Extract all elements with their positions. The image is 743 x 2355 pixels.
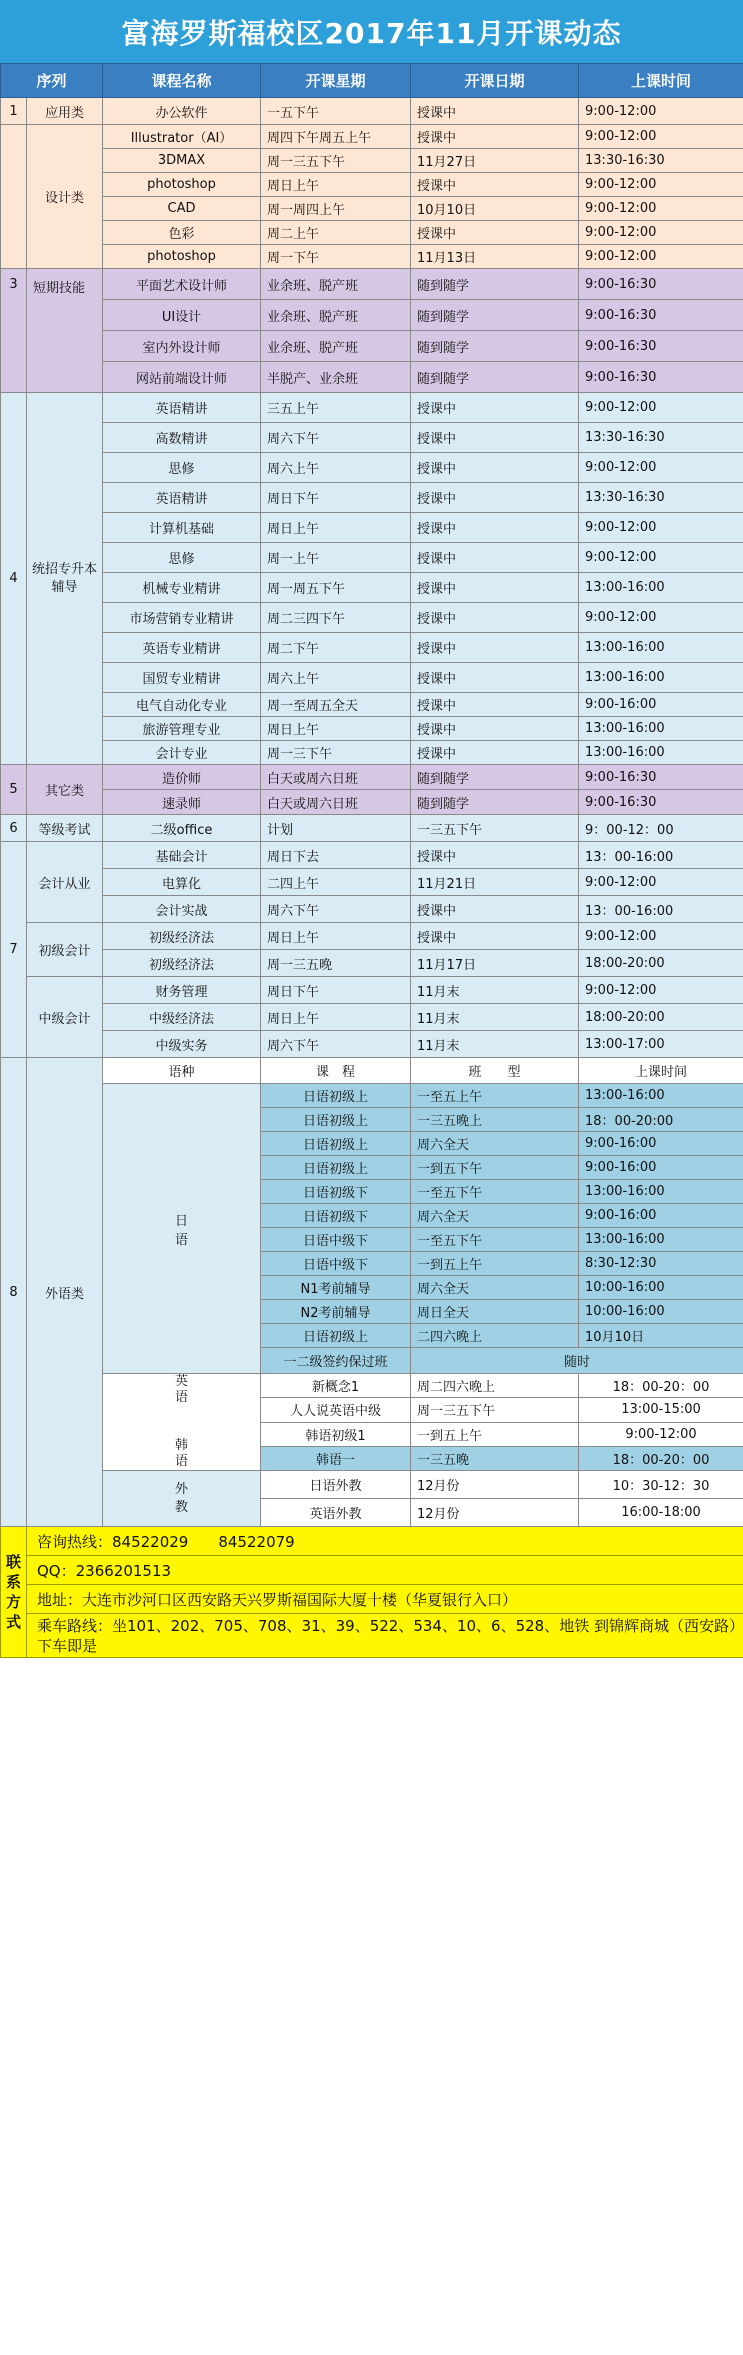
course-date: 10月10日 <box>411 197 579 221</box>
course-week: 周日上午 <box>261 1004 411 1031</box>
course-name: 日语初级下 <box>261 1204 411 1228</box>
course-date: 11月27日 <box>411 149 579 173</box>
section-number: 3 <box>1 269 27 393</box>
course-week: 周六全天 <box>411 1204 579 1228</box>
course-name: 二级office <box>103 815 261 842</box>
course-week: 周日下午 <box>261 483 411 513</box>
contact-bus-route: 乘车路线：坐101、202、705、708、31、39、522、534、10、6、528、地铁 到锦辉商城（西安路）下车即是 <box>27 1614 743 1658</box>
course-time: 9:00-12:00 <box>579 603 743 633</box>
course-week: 周四下午周五上午 <box>261 125 411 149</box>
table-row <box>1 923 743 950</box>
course-date: 随到随学 <box>411 269 579 300</box>
table-row <box>1 1058 743 1084</box>
course-time: 9:00-12:00 <box>579 543 743 573</box>
table-row <box>1 393 743 423</box>
table-row <box>1 453 743 483</box>
header-cell: 开课日期 <box>411 64 579 98</box>
course-week: 周日上午 <box>261 717 411 741</box>
course-time: 13:00-15:00 <box>579 1398 743 1422</box>
page-title: 富海罗斯福校区2017年11月开课动态 <box>0 0 743 63</box>
table-row <box>1 869 743 896</box>
table-row <box>1 423 743 453</box>
course-name: 会计实战 <box>103 896 261 923</box>
course-date: 授课中 <box>411 393 579 423</box>
section-number: 4 <box>1 393 27 765</box>
table-row <box>1 717 743 741</box>
course-week: 周二下午 <box>261 633 411 663</box>
table-row <box>1 790 743 815</box>
course-date: 随到随学 <box>411 300 579 331</box>
course-name: 财务管理 <box>103 977 261 1004</box>
course-time: 13：00-16:00 <box>579 842 743 869</box>
course-date: 11月17日 <box>411 950 579 977</box>
course-date: 授课中 <box>411 483 579 513</box>
course-week: 周六全天 <box>411 1132 579 1156</box>
course-week: 一三五晚 <box>411 1446 579 1470</box>
table-row <box>1 149 743 173</box>
course-date: 授课中 <box>411 221 579 245</box>
table-row <box>1 1031 743 1058</box>
course-time: 18：00-20:00 <box>579 1108 743 1132</box>
table-row <box>1 1374 743 1398</box>
course-date: 授课中 <box>411 543 579 573</box>
course-time: 13:00-16:00 <box>579 633 743 663</box>
section-category: 外语类 <box>27 1058 103 1527</box>
contact-qq: QQ：2366201513 <box>27 1556 743 1585</box>
table-row <box>1 98 743 125</box>
contact-row <box>1 1614 743 1658</box>
course-week: 周日下午 <box>261 977 411 1004</box>
contact-row <box>1 1527 743 1556</box>
course-time: 18：00-20：00 <box>579 1374 743 1398</box>
course-date: 授课中 <box>411 717 579 741</box>
subheader-cell: 课 程 <box>261 1058 411 1084</box>
table-row <box>1 221 743 245</box>
course-name: N1考前辅导 <box>261 1276 411 1300</box>
section-category: 应用类 <box>27 98 103 125</box>
course-time: 13:30-16:30 <box>579 423 743 453</box>
course-week: 一五下午 <box>261 98 411 125</box>
section-category: 统招专升本辅导 <box>27 393 103 765</box>
course-name: 英语精讲 <box>103 483 261 513</box>
course-time: 9:00-16:30 <box>579 300 743 331</box>
table-row <box>1 362 743 393</box>
table-row <box>1 1471 743 1499</box>
course-date: 11月21日 <box>411 869 579 896</box>
section-number: 1 <box>1 98 27 125</box>
course-time: 16:00-18:00 <box>579 1499 743 1527</box>
course-time: 9:00-12:00 <box>579 513 743 543</box>
course-name: 日语初级上 <box>261 1108 411 1132</box>
course-time: 13:30-16:30 <box>579 149 743 173</box>
contact-address: 地址：大连市沙河口区西安路天兴罗斯福国际大厦十楼（华夏银行入口） <box>27 1585 743 1614</box>
course-week: 半脱产、业余班 <box>261 362 411 393</box>
course-week: 周二三四下午 <box>261 603 411 633</box>
course-name: 机械专业精讲 <box>103 573 261 603</box>
course-time: 13：00-16:00 <box>579 896 743 923</box>
course-name: 网站前端设计师 <box>103 362 261 393</box>
table-row <box>1 197 743 221</box>
course-week: 二四上午 <box>261 869 411 896</box>
language-label: 外 教 <box>103 1471 261 1527</box>
course-time: 9:00-12:00 <box>579 197 743 221</box>
course-name: 国贸专业精讲 <box>103 663 261 693</box>
course-time: 13:00-16:00 <box>579 1180 743 1204</box>
course-date: 授课中 <box>411 693 579 717</box>
course-name: 初级经济法 <box>103 950 261 977</box>
course-date: 授课中 <box>411 173 579 197</box>
course-time: 13:00-16:00 <box>579 717 743 741</box>
course-name: 室内外设计师 <box>103 331 261 362</box>
course-time: 9:00-16:30 <box>579 269 743 300</box>
table-row <box>1 543 743 573</box>
course-time: 18：00-20：00 <box>579 1446 743 1470</box>
table-row <box>1 269 743 300</box>
course-week: 一到五上午 <box>411 1422 579 1446</box>
table-row <box>1 633 743 663</box>
course-name: 英语精讲 <box>103 393 261 423</box>
table-row <box>1 765 743 790</box>
table-row <box>1 1004 743 1031</box>
course-time: 9:00-12:00 <box>579 1422 743 1446</box>
course-time: 9:00-16:00 <box>579 1204 743 1228</box>
course-name: 英语外教 <box>261 1499 411 1527</box>
course-week: 周日上午 <box>261 923 411 950</box>
course-date: 11月末 <box>411 1031 579 1058</box>
course-date: 一三五下午 <box>411 815 579 842</box>
section-category: 设计类 <box>27 125 103 269</box>
table-row <box>1 741 743 765</box>
contact-label: 联 系 方 式 <box>1 1527 27 1658</box>
table-row <box>1 245 743 269</box>
contact-row <box>1 1556 743 1585</box>
course-week: 业余班、脱产班 <box>261 269 411 300</box>
language-label: 日 语 <box>103 1084 261 1374</box>
course-date: 11月末 <box>411 977 579 1004</box>
course-name: 日语初级上 <box>261 1156 411 1180</box>
course-time: 9:00-12:00 <box>579 977 743 1004</box>
table-row <box>1 573 743 603</box>
course-name: 思修 <box>103 543 261 573</box>
course-date: 授课中 <box>411 125 579 149</box>
section-number: 6 <box>1 815 27 842</box>
course-week: 周一周五下午 <box>261 573 411 603</box>
course-time: 9:00-12:00 <box>579 245 743 269</box>
table-row <box>1 950 743 977</box>
course-time: 9:00-16:00 <box>579 1132 743 1156</box>
course-time: 9:00-12:00 <box>579 393 743 423</box>
course-name: 基础会计 <box>103 842 261 869</box>
section-category: 短期技能 <box>27 269 103 393</box>
subheader-cell: 上课时间 <box>579 1058 743 1084</box>
course-time: 9:00-12:00 <box>579 125 743 149</box>
course-time: 10:00-16:00 <box>579 1300 743 1324</box>
course-week: 一到五下午 <box>411 1156 579 1180</box>
course-time: 9：00-12：00 <box>579 815 743 842</box>
course-week: 一三五晚上 <box>411 1108 579 1132</box>
course-time: 13:00-16:00 <box>579 1084 743 1108</box>
course-week: 12月份 <box>411 1499 579 1527</box>
header-cell: 开课星期 <box>261 64 411 98</box>
course-date: 随到随学 <box>411 362 579 393</box>
table-row <box>1 1084 743 1108</box>
course-week: 周六下午 <box>261 423 411 453</box>
course-name: CAD <box>103 197 261 221</box>
course-name: 人人说英语中级 <box>261 1398 411 1422</box>
course-week: 12月份 <box>411 1471 579 1499</box>
table-row <box>1 815 743 842</box>
course-name: 3DMAX <box>103 149 261 173</box>
table-row <box>1 977 743 1004</box>
table-row <box>1 693 743 717</box>
section-number: 8 <box>1 1058 27 1527</box>
schedule-table <box>0 63 743 1658</box>
course-name: 日语中级下 <box>261 1228 411 1252</box>
course-week: 一到五上午 <box>411 1252 579 1276</box>
language-label: 英 语 韩 语 <box>103 1374 261 1471</box>
course-week: 周日上午 <box>261 513 411 543</box>
course-week: 业余班、脱产班 <box>261 331 411 362</box>
course-time: 9:00-12:00 <box>579 173 743 197</box>
course-name: 初级经济法 <box>103 923 261 950</box>
course-week: 周一上午 <box>261 543 411 573</box>
section-number: 5 <box>1 765 27 815</box>
course-week: 周六上午 <box>261 663 411 693</box>
course-time: 9:00-16:00 <box>579 693 743 717</box>
course-week: 周一周四上午 <box>261 197 411 221</box>
course-week: 一至五下午 <box>411 1228 579 1252</box>
course-name: 英语专业精讲 <box>103 633 261 663</box>
course-week: 周六上午 <box>261 453 411 483</box>
course-time: 13:00-16:00 <box>579 663 743 693</box>
course-week: 周一下午 <box>261 245 411 269</box>
course-date: 随到随学 <box>411 331 579 362</box>
course-time: 13:00-16:00 <box>579 573 743 603</box>
course-date: 11月13日 <box>411 245 579 269</box>
course-date: 随到随学 <box>411 790 579 815</box>
header-cell: 课程名称 <box>103 64 261 98</box>
course-week: 周二四六晚上 <box>411 1374 579 1398</box>
course-name: 韩语初级1 <box>261 1422 411 1446</box>
course-date: 授课中 <box>411 513 579 543</box>
course-date: 授课中 <box>411 98 579 125</box>
course-name: 会计专业 <box>103 741 261 765</box>
course-name: 日语初级下 <box>261 1180 411 1204</box>
course-time: 18:00-20:00 <box>579 1004 743 1031</box>
section-category: 中级会计 <box>27 977 103 1058</box>
course-name: 旅游管理专业 <box>103 717 261 741</box>
section-category: 等级考试 <box>27 815 103 842</box>
table-row <box>1 663 743 693</box>
course-time: 9:00-16:30 <box>579 362 743 393</box>
course-time: 13:00-17:00 <box>579 1031 743 1058</box>
course-name: 新概念1 <box>261 1374 411 1398</box>
course-date: 授课中 <box>411 573 579 603</box>
table-row <box>1 125 743 149</box>
course-time: 9:00-16:30 <box>579 331 743 362</box>
course-week: 周一三五下午 <box>261 149 411 173</box>
course-name: photoshop <box>103 245 261 269</box>
section-category: 其它类 <box>27 765 103 815</box>
course-time: 9:00-12:00 <box>579 98 743 125</box>
section-category: 会计从业 <box>27 842 103 923</box>
course-time: 9:00-12:00 <box>579 221 743 245</box>
course-time: 8:30-12:30 <box>579 1252 743 1276</box>
course-time: 18:00-20:00 <box>579 950 743 977</box>
course-date: 11月末 <box>411 1004 579 1031</box>
course-name: 一二级签约保过班 <box>261 1348 411 1374</box>
course-week: 周一至周五全天 <box>261 693 411 717</box>
table-row <box>1 896 743 923</box>
course-time: 随时 <box>411 1348 743 1374</box>
course-time: 9:00-12:00 <box>579 869 743 896</box>
course-date: 随到随学 <box>411 765 579 790</box>
course-week: 一至五上午 <box>411 1084 579 1108</box>
course-week: 三五上午 <box>261 393 411 423</box>
course-week: 周日下去 <box>261 842 411 869</box>
course-name: photoshop <box>103 173 261 197</box>
table-header-row <box>1 64 743 98</box>
course-time: 9:00-16:30 <box>579 790 743 815</box>
section-number: 7 <box>1 842 27 1058</box>
course-name: 色彩 <box>103 221 261 245</box>
course-name: 思修 <box>103 453 261 483</box>
header-cell: 上课时间 <box>579 64 743 98</box>
course-week: 二四六晚上 <box>411 1324 579 1348</box>
table-row <box>1 483 743 513</box>
course-week: 白天或周六日班 <box>261 765 411 790</box>
contact-row <box>1 1585 743 1614</box>
course-date: 授课中 <box>411 453 579 483</box>
course-week: 白天或周六日班 <box>261 790 411 815</box>
header-cell: 序列 <box>1 64 103 98</box>
course-time: 13:00-16:00 <box>579 1228 743 1252</box>
course-name: 中级实务 <box>103 1031 261 1058</box>
course-week: 业余班、脱产班 <box>261 300 411 331</box>
course-name: 平面艺术设计师 <box>103 269 261 300</box>
course-date: 授课中 <box>411 663 579 693</box>
course-name: N2考前辅导 <box>261 1300 411 1324</box>
subheader-cell: 语种 <box>103 1058 261 1084</box>
course-date: 授课中 <box>411 603 579 633</box>
course-name: 日语初级上 <box>261 1132 411 1156</box>
course-name: 电气自动化专业 <box>103 693 261 717</box>
course-date: 授课中 <box>411 923 579 950</box>
table-row <box>1 331 743 362</box>
table-row <box>1 300 743 331</box>
section-number <box>1 125 27 269</box>
course-name: 中级经济法 <box>103 1004 261 1031</box>
course-name: Illustrator（AI） <box>103 125 261 149</box>
course-name: 速录师 <box>103 790 261 815</box>
course-week: 计划 <box>261 815 411 842</box>
course-week: 周日全天 <box>411 1300 579 1324</box>
table-row <box>1 603 743 633</box>
table-row <box>1 173 743 197</box>
course-time: 10月10日 <box>579 1324 743 1348</box>
course-time: 10：30-12：30 <box>579 1471 743 1499</box>
table-row <box>1 842 743 869</box>
course-name: 韩语一 <box>261 1446 411 1470</box>
course-date: 授课中 <box>411 842 579 869</box>
course-week: 周一三五下午 <box>411 1398 579 1422</box>
course-time: 9:00-16:00 <box>579 1156 743 1180</box>
course-week: 周日上午 <box>261 173 411 197</box>
course-time: 13:00-16:00 <box>579 741 743 765</box>
course-date: 授课中 <box>411 896 579 923</box>
course-name: 办公软件 <box>103 98 261 125</box>
course-time: 9:00-16:30 <box>579 765 743 790</box>
course-name: 计算机基础 <box>103 513 261 543</box>
course-time: 10:00-16:00 <box>579 1276 743 1300</box>
table-row <box>1 513 743 543</box>
course-date: 授课中 <box>411 741 579 765</box>
course-week: 周二上午 <box>261 221 411 245</box>
course-time: 9:00-12:00 <box>579 453 743 483</box>
course-week: 周六下午 <box>261 1031 411 1058</box>
course-name: 造价师 <box>103 765 261 790</box>
course-time: 13:30-16:30 <box>579 483 743 513</box>
course-week: 周六下午 <box>261 896 411 923</box>
course-name: 日语外教 <box>261 1471 411 1499</box>
contact-hotline: 咨询热线：84522029 84522079 <box>27 1527 743 1556</box>
course-name: 电算化 <box>103 869 261 896</box>
course-name: 日语初级上 <box>261 1324 411 1348</box>
course-week: 周六全天 <box>411 1276 579 1300</box>
subheader-cell: 班 型 <box>411 1058 579 1084</box>
course-week: 周一三五晚 <box>261 950 411 977</box>
course-date: 授课中 <box>411 633 579 663</box>
course-date: 授课中 <box>411 423 579 453</box>
course-week: 周一三下午 <box>261 741 411 765</box>
course-name: UI设计 <box>103 300 261 331</box>
section-category: 初级会计 <box>27 923 103 977</box>
course-week: 一至五下午 <box>411 1180 579 1204</box>
course-name: 高数精讲 <box>103 423 261 453</box>
course-name: 日语初级上 <box>261 1084 411 1108</box>
course-name: 日语中级下 <box>261 1252 411 1276</box>
course-name: 市场营销专业精讲 <box>103 603 261 633</box>
course-time: 9:00-12:00 <box>579 923 743 950</box>
